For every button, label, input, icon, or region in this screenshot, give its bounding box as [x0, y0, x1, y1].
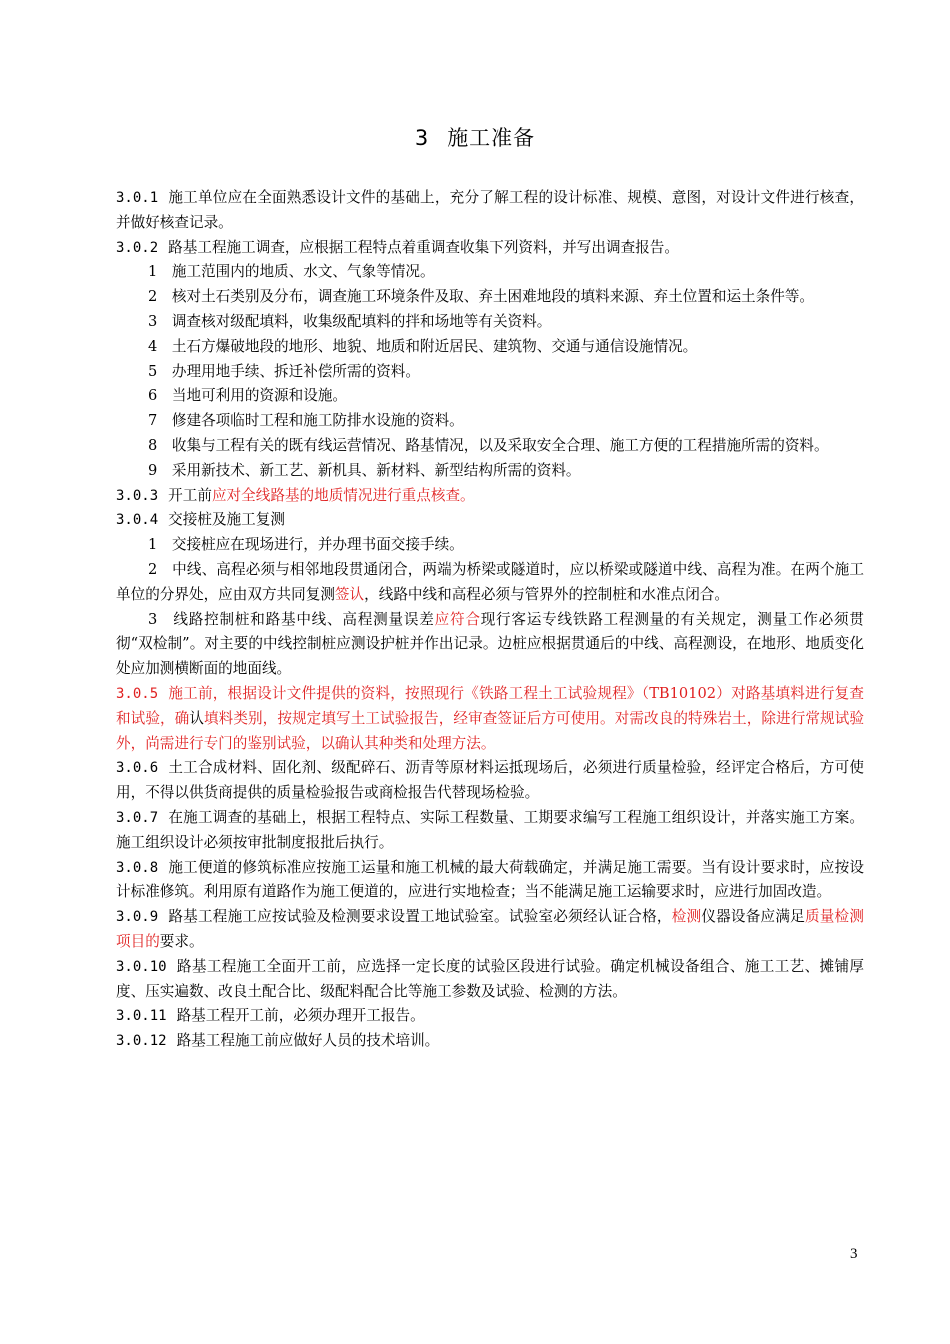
highlighted-text: 填料类别，按规定填写土工试验报告，经审查签证后方可使用。对需改良的特殊岩土，除进行常规试验外，尚需进行专门的鉴别试验，以确认其种类和处理方法。 [116, 709, 864, 752]
clause-code: 3.0.8 [116, 859, 159, 876]
list-item: 9 采用新技术、新工艺、新机具、新材料、新型结构所需的资料。 [148, 461, 581, 479]
list-item [116, 558, 864, 608]
item-text: 2 中线、高程必须与相邻地段贯通闭合，两端为桥梁或隧道时，应以桥梁或隧道中线、高程为准。在两个施工单位的分界处，应由双方共同复测 [116, 560, 864, 603]
highlighted-text: 检测 [671, 908, 702, 926]
highlighted-text: 应对全线路基的地质情况进行重点核查。 [211, 486, 475, 504]
list-item: 2 核对土石类别及分布，调查施工环境条件及取、弃土困难地段的填料来源、弃土位置和运土条件等。 [148, 288, 815, 306]
clause-code: 3.0.7 [116, 809, 159, 826]
list-item: 1 施工范围内的地质、水文、气象等情况。 [148, 263, 435, 281]
clause-text: 路基工程施工前应做好人员的技术培训。 [176, 1032, 440, 1050]
list-item [116, 608, 864, 682]
item-text: 3 线路控制桩和路基中线、高程测量误差 [148, 610, 435, 628]
clause-text: 要求。 [159, 932, 204, 950]
list-item: 4 土石方爆破地段的地形、地貌、地质和附近居民、建筑物、交通与通信设施情况。 [148, 337, 698, 355]
highlighted-text: 质量检测项目的 [116, 908, 864, 950]
clause-text: 路基工程施工应按试验及检测要求设置工地试验室。试验室必须经认证合格， [168, 908, 672, 926]
clause-3-0-12 [116, 1029, 864, 1054]
clause-text: 路基工程开工前，必须办理开工报告。 [176, 1007, 425, 1025]
item-text: ，线路中线和高程必须与管界外的控制桩和水准点闭合。 [364, 585, 729, 603]
page-number: 3 [850, 1246, 858, 1262]
highlighted-text: 签认 [334, 585, 365, 603]
clause-text: 在施工调查的基础上，根据工程特点、实际工程数量、工期要求编写工程施工组织设计，并落实施工方案。施工组织设计必须按审批制度报批后执行。 [116, 808, 864, 851]
chapter-title [0, 122, 950, 152]
clause-text: 认 [189, 709, 205, 727]
clause-code: 3.0.6 [116, 760, 159, 777]
clause-3-0-9 [116, 905, 864, 955]
list-item: 7 修建各项临时工程和施工防排水设施的资料。 [148, 412, 464, 430]
clause-3-0-8 [116, 856, 864, 906]
clause-3-0-3 [116, 484, 864, 509]
clause-code: 3.0.5 [116, 685, 159, 702]
clause-text: 交接桩及施工复测 [168, 511, 285, 529]
clause-code: 3.0.12 [116, 1033, 167, 1050]
clause-text: 施工便道的修筑标准应按施工运量和施工机械的最大荷载确定，并满足施工需要。当有设计要求时，应按设计标准修筑。利用原有道路作为施工便道的，应进行实地检查；当不能满足施工运输要求时，应进行加固改造。 [116, 858, 864, 901]
clause-3-0-11 [116, 1004, 864, 1029]
list-item: 8 收集与工程有关的既有线运营情况、路基情况，以及采取安全合理、施工方便的工程措施所需的资料。 [148, 436, 829, 454]
clause-code: 3.0.11 [116, 1008, 167, 1025]
clause-code: 3.0.2 [116, 239, 159, 256]
clause-code: 3.0.10 [116, 958, 167, 975]
list-item: 1 交接桩应在现场进行，并办理书面交接手续。 [148, 536, 464, 554]
clause-3-0-7 [116, 806, 864, 856]
clause-text: 路基工程施工全面开工前，应选择一定长度的试验区段进行试验。确定机械设备组合、施工工艺、摊铺厚度、压实遍数、改良土配合比、级配料配合比等施工参数及试验、检测的方法。 [116, 957, 864, 1000]
clause-text: 路基工程施工调查，应根据工程特点着重调查收集下列资料，并写出调查报告。 [168, 238, 679, 256]
clause-code: 3.0.3 [116, 487, 159, 504]
chapter-title-text: 施工准备 [447, 126, 536, 150]
highlighted-text: 应符合 [434, 610, 481, 628]
list-item: 6 当地可利用的资源和设施。 [148, 387, 348, 405]
clause-3-0-2 [116, 236, 864, 261]
document-body [116, 186, 864, 1054]
clause-code: 3.0.4 [116, 512, 159, 529]
clause-text: 开工前 [168, 486, 212, 504]
clause-3-0-10 [116, 955, 864, 1005]
clause-3-0-6 [116, 756, 864, 806]
chapter-number: 3 [414, 126, 430, 150]
item-text: 现行客运专线铁路工程测量的有关规定，测量工作必须贯彻“双检制”。对主要的中线控制桩应测设护桩并作出记录。边桩应根据贯通后的中线、高程测设，在地形、地质变化处应加测横断面的地面线。 [116, 610, 864, 678]
list-item: 5 办理用地手续、拆迁补偿所需的资料。 [148, 362, 420, 380]
clause-3-0-5 [116, 682, 864, 756]
clause-text: 仪器设备应满足 [701, 908, 805, 926]
clause-text: 土工合成材料、固化剂、级配碎石、沥青等原材料运抵现场后，必须进行质量检验，经评定合格后，方可使用，不得以供货商提供的质量检验报告或商检报告代替现场检验。 [116, 759, 864, 802]
clause-code: 3.0.1 [116, 190, 159, 206]
highlighted-text: 施工前，根据设计文件提供的资料，按照现行《铁路工程土工试验规程》（TB10102）对路基填料进行复查和试验，确 [116, 684, 864, 727]
clause-text: 施工单位应在全面熟悉设计文件的基础上，充分了解工程的设计标准、规模、意图，对设计文件进行核查，并做好核查记录。 [116, 189, 864, 231]
clause-code: 3.0.9 [116, 909, 159, 926]
list-item: 3 调查核对级配填料，收集级配填料的拌和场地等有关资料。 [148, 312, 552, 330]
clause-3-0-4 [116, 508, 864, 533]
clause-3-0-1 [116, 186, 864, 236]
